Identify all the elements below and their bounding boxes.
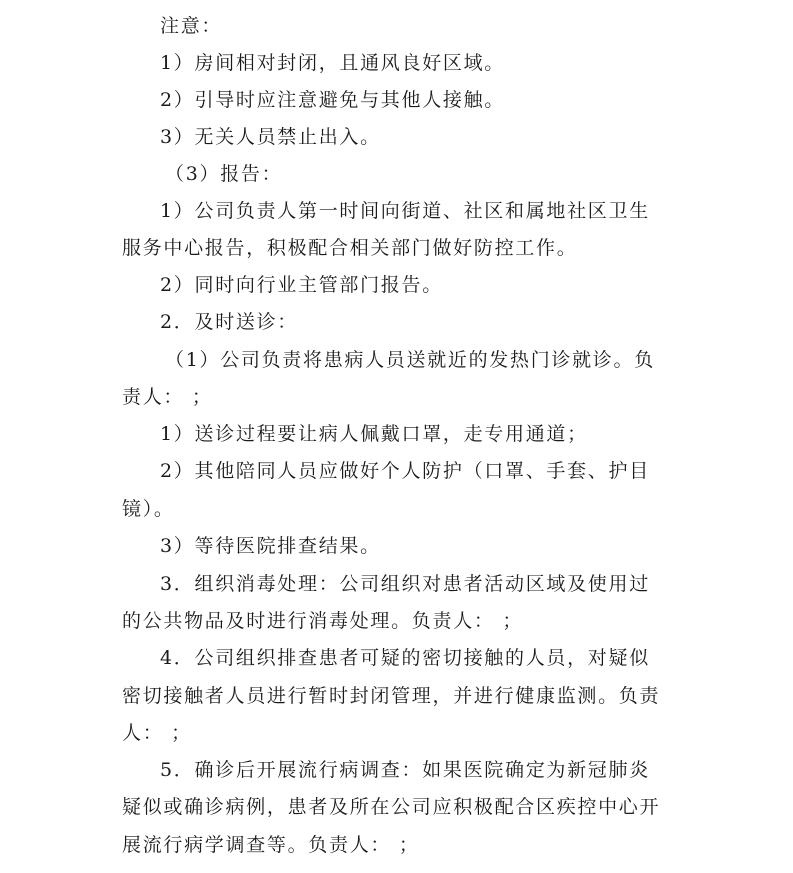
text-line: （1）公司负责将患病人员送就近的发热门诊就诊。负 xyxy=(165,349,655,371)
text-line: （3）报告： xyxy=(165,163,283,185)
text-line: 3）无关人员禁止出入。 xyxy=(160,126,381,148)
text-line: 的公共物品及时进行消毒处理。负责人： ； xyxy=(122,610,524,632)
text-line: 2）其他陪同人员应做好个人防护（口罩、手套、护目 xyxy=(160,460,650,482)
text-line: 1）送诊过程要让病人佩戴口罩，走专用通道； xyxy=(160,423,588,445)
text-line: 展流行病学调查等。负责人： ； xyxy=(122,834,420,856)
text-line: 1）房间相对封闭，且通风良好区域。 xyxy=(160,52,505,74)
text-line: 责人： ； xyxy=(122,386,213,408)
text-line: 疑似或确诊病例，患者及所在公司应积极配合区疾控中心开 xyxy=(122,796,661,818)
text-line: 1）公司负责人第一时间向街道、社区和属地社区卫生 xyxy=(160,200,650,222)
text-line: 密切接触者人员进行暂时封闭管理，并进行健康监测。负责 xyxy=(122,685,661,707)
text-line: 5．确诊后开展流行病调查：如果医院确定为新冠肺炎 xyxy=(160,759,650,781)
text-line: 服务中心报告，积极配合相关部门做好防控工作。 xyxy=(122,237,578,259)
text-line: 注意： xyxy=(160,15,223,37)
text-line: 4．公司组织排查患者可疑的密切接触的人员，对疑似 xyxy=(160,647,650,669)
text-line: 2）同时向行业主管部门报告。 xyxy=(160,274,443,296)
text-line: 人： ； xyxy=(122,722,192,744)
text-line: 3）等待医院排查结果。 xyxy=(160,535,381,557)
text-line: 2．及时送诊： xyxy=(160,311,298,333)
text-line: 镜）。 xyxy=(122,498,175,520)
text-line: 2）引导时应注意避免与其他人接触。 xyxy=(160,89,505,111)
text-line: 3．组织消毒处理：公司组织对患者活动区域及使用过 xyxy=(160,573,650,595)
